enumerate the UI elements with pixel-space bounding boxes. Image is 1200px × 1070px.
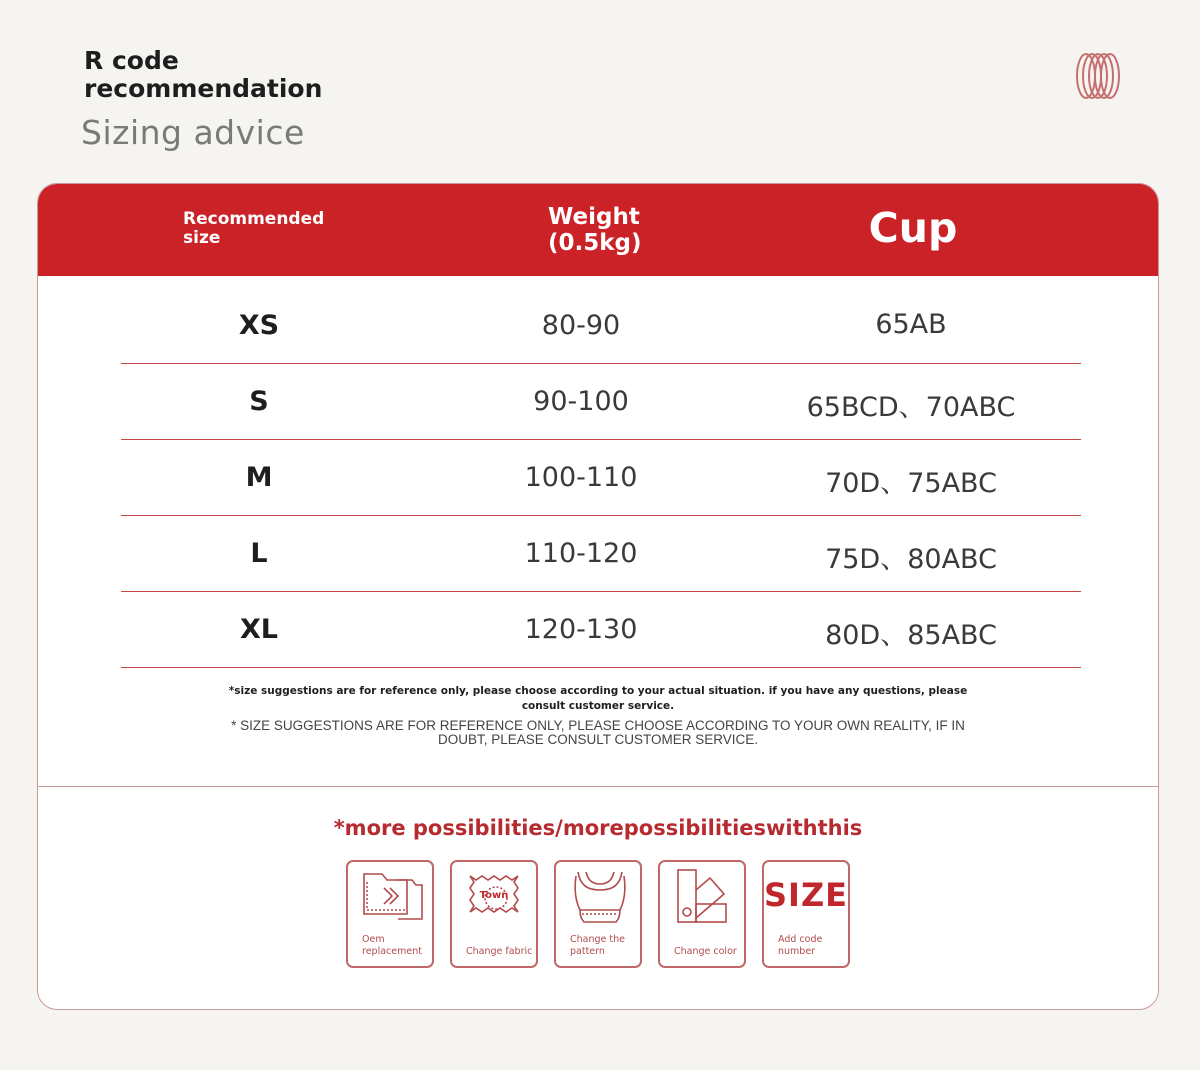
- service-label: Oem replacement: [362, 934, 422, 957]
- weight-cell: 100-110: [524, 462, 638, 493]
- page-subtitle: Sizing advice: [81, 113, 305, 152]
- cup-cell: 70D、75ABC: [825, 468, 997, 499]
- size-chart-card: [37, 183, 1159, 1010]
- folder-arrow-icon: [358, 868, 426, 930]
- column-header-weight: Weight (0.5kg): [548, 204, 642, 256]
- service-label: Change fabric: [466, 946, 533, 957]
- cup-cell: 65AB: [875, 309, 947, 340]
- section-divider: [38, 786, 1158, 787]
- column-header-cup: Cup: [868, 204, 958, 252]
- size-text-icon: SIZE: [764, 876, 849, 914]
- rings-icon: [1072, 50, 1124, 102]
- cup-cell: 80D、85ABC: [825, 620, 997, 651]
- service-label: Add code number: [778, 934, 823, 957]
- size-note-caps: * SIZE SUGGESTIONS ARE FOR REFERENCE ONLY, PLEASE CHOOSE ACCORDING TO YOUR OWN REALITY, IF IN DOUBT, PLEASE CONSULT CUSTOMER SERVICE.: [231, 718, 965, 747]
- size-cell: L: [250, 538, 268, 569]
- weight-cell: 80-90: [541, 310, 621, 341]
- service-oem-replacement: [346, 860, 434, 968]
- table-row: [121, 288, 1081, 364]
- table-row: [121, 440, 1081, 516]
- table-row: [121, 516, 1081, 592]
- weight-cell: 90-100: [533, 386, 629, 417]
- column-header-size: Recommended size: [183, 209, 325, 248]
- service-change-color: [658, 860, 746, 968]
- cup-cell: 65BCD、70ABC: [806, 392, 1016, 423]
- size-table: [121, 288, 1081, 668]
- table-row: [121, 592, 1081, 668]
- service-change-fabric: [450, 860, 538, 968]
- service-change-pattern: [554, 860, 642, 968]
- color-swatch-icon: [670, 868, 738, 930]
- size-cell: S: [249, 386, 269, 417]
- page-title: R code recommendation: [84, 46, 323, 103]
- cup-cell: 75D、80ABC: [825, 544, 997, 575]
- fabric-badge: Town: [479, 890, 509, 901]
- size-cell: XS: [238, 310, 280, 341]
- service-label: Change color: [674, 946, 737, 957]
- table-header: [38, 184, 1158, 276]
- weight-cell: 110-120: [524, 538, 638, 569]
- size-note: *size suggestions are for reference only, please choose according to your actual situation. if you have any questions, please consult customer service.: [228, 685, 968, 712]
- service-add-code-number: [762, 860, 850, 968]
- weight-cell: 120-130: [524, 614, 638, 645]
- service-label: Change the pattern: [570, 934, 625, 957]
- services-title: *more possibilities/morepossibilitieswiththis: [333, 816, 863, 840]
- sports-bra-icon: [566, 868, 634, 930]
- size-cell: M: [245, 462, 273, 493]
- size-cell: XL: [239, 614, 279, 645]
- table-row: [121, 364, 1081, 440]
